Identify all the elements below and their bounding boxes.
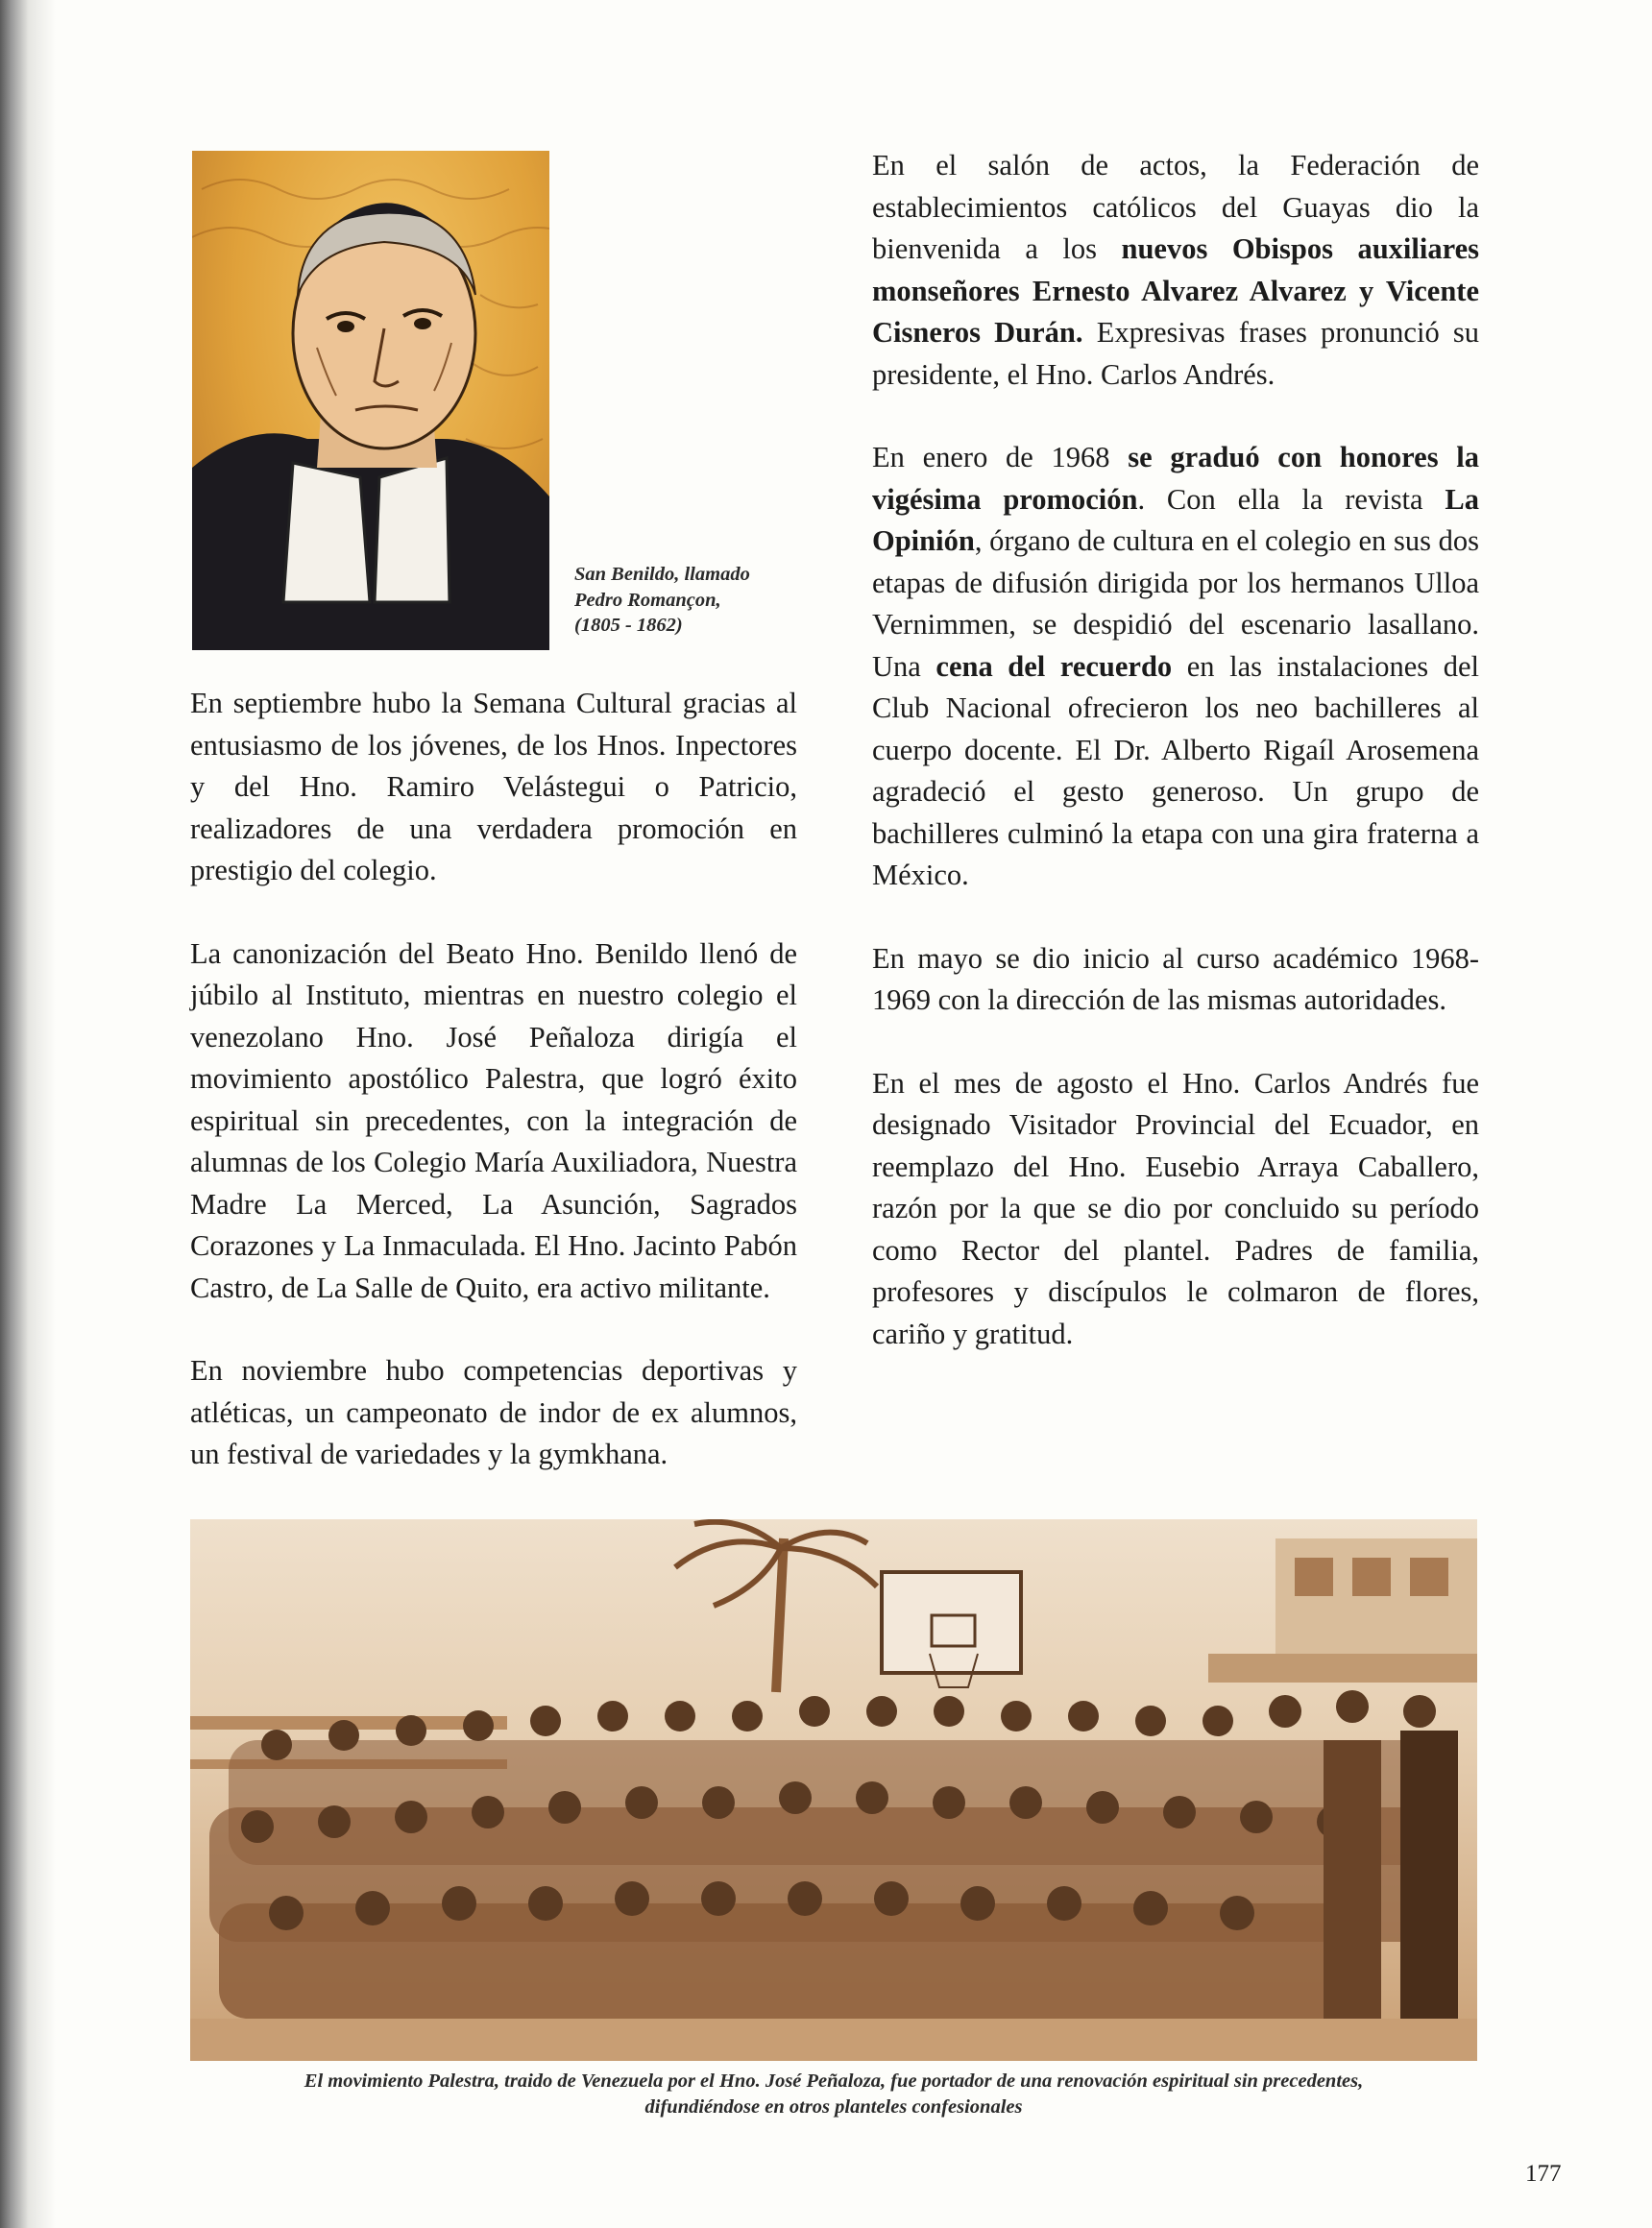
- photo-caption-line: difundiéndose en otros planteles confesionales: [644, 2096, 1023, 2118]
- text-run: Expresivas frases pronunció su presidente, el Hno. Carlos Andrés.: [872, 316, 1479, 391]
- paragraph-salon-de-actos: [872, 145, 1479, 396]
- paragraph-enero-1968: [872, 437, 1479, 897]
- page-number: 177: [1525, 2161, 1562, 2187]
- bold-text-la-opinion: La Opinión: [872, 482, 1479, 557]
- text-run: En el salón de actos, la Federación de establecimientos católicos del Guayas dio la bienvenida a los: [872, 149, 1479, 265]
- text-run: En enero de 1968: [872, 441, 1129, 473]
- bold-text-promocion: se graduó con honores la vigésima promoción: [872, 441, 1479, 516]
- group-photo-drawing: [190, 1519, 1477, 2061]
- portrait-caption-line: Pedro Romançon,: [574, 589, 721, 611]
- portrait-image: [192, 151, 549, 650]
- portrait-caption-line: San Benildo, llamado: [574, 564, 750, 585]
- page-binding-edge: [0, 0, 56, 2228]
- paragraph-noviembre: En noviembre hubo competencias deportivas y atléticas, un campeonato de indor de ex alumnos, un festival de variedades y la gymkhana.: [190, 1354, 797, 1470]
- portrait-drawing: [192, 151, 549, 650]
- bold-text-obispos: nuevos Obispos auxiliares monseñores Ernesto Alvarez Alvarez y Vicente Cisneros Durán.: [872, 232, 1479, 349]
- paragraph-mayo: En mayo se dio inicio al curso académico 1968-1969 con la dirección de las mismas autoridades.: [872, 941, 1479, 1016]
- photo-caption-line: El movimiento Palestra, traido de Venezuela por el Hno. José Peñaloza, fue portador de una renovación espiritual sin precedentes,: [304, 2071, 1364, 2092]
- text-run: en las instalaciones del Club Nacional ofrecieron los neo bachilleres al cuerpo docente. El Dr. Alberto Rigaíl Arosemena agradeció el gesto generoso. Un grupo de bachilleres culminó la etapa con una gira fraterna a México.: [872, 649, 1479, 891]
- group-photo: [190, 1519, 1477, 2061]
- text-run: , órgano de cultura en el colegio en sus dos etapas de difusión dirigida por los hermanos Ulloa Vernimmen, se despidió del escenario lasallano. Una: [872, 524, 1479, 683]
- portrait-caption-line: (1805 - 1862): [574, 615, 683, 636]
- left-text-column: [190, 683, 797, 1517]
- right-text-column: [872, 145, 1479, 1396]
- portrait-caption: [574, 562, 797, 639]
- group-photo-caption: [182, 2069, 1485, 2120]
- paragraph-canonizacion: La canonización del Beato Hno. Benildo llenó de júbilo al Instituto, mientras en nuestro colegio el venezolano Hno. José Peñaloza dirigía el movimiento apostólico Palestra, que logró éxito espiritual sin precedentes, con la integración de alumnas de los Colegio María Auxiliadora, Nuestra Madre La Merced, La Asunción, Sagrados Corazones y La Inmaculada. El Hno. Jacinto Pabón Castro, de La Salle de Quito, era activo militante.: [190, 936, 797, 1304]
- text-run: . Con ella la revista: [1137, 482, 1446, 516]
- bold-text-cena: cena del recuerdo: [935, 649, 1173, 683]
- paragraph-agosto: En el mes de agosto el Hno. Carlos Andrés fue designado Visitador Provincial del Ecuador, en reemplazo del Hno. Eusebio Arraya Caballero, razón por la que se dio por concluido su período como Rector del plantel. Padres de familia, profesores y discípulos le colmaron de flores, cariño y gratitud.: [872, 1066, 1479, 1350]
- paragraph-semana-cultural: En septiembre hubo la Semana Cultural gracias al entusiasmo de los jóvenes, de los Hnos. Inpectores y del Hno. Ramiro Velástegui o Patricio, realizadores de una verdadera promoción en prestigio del colegio.: [190, 687, 797, 886]
